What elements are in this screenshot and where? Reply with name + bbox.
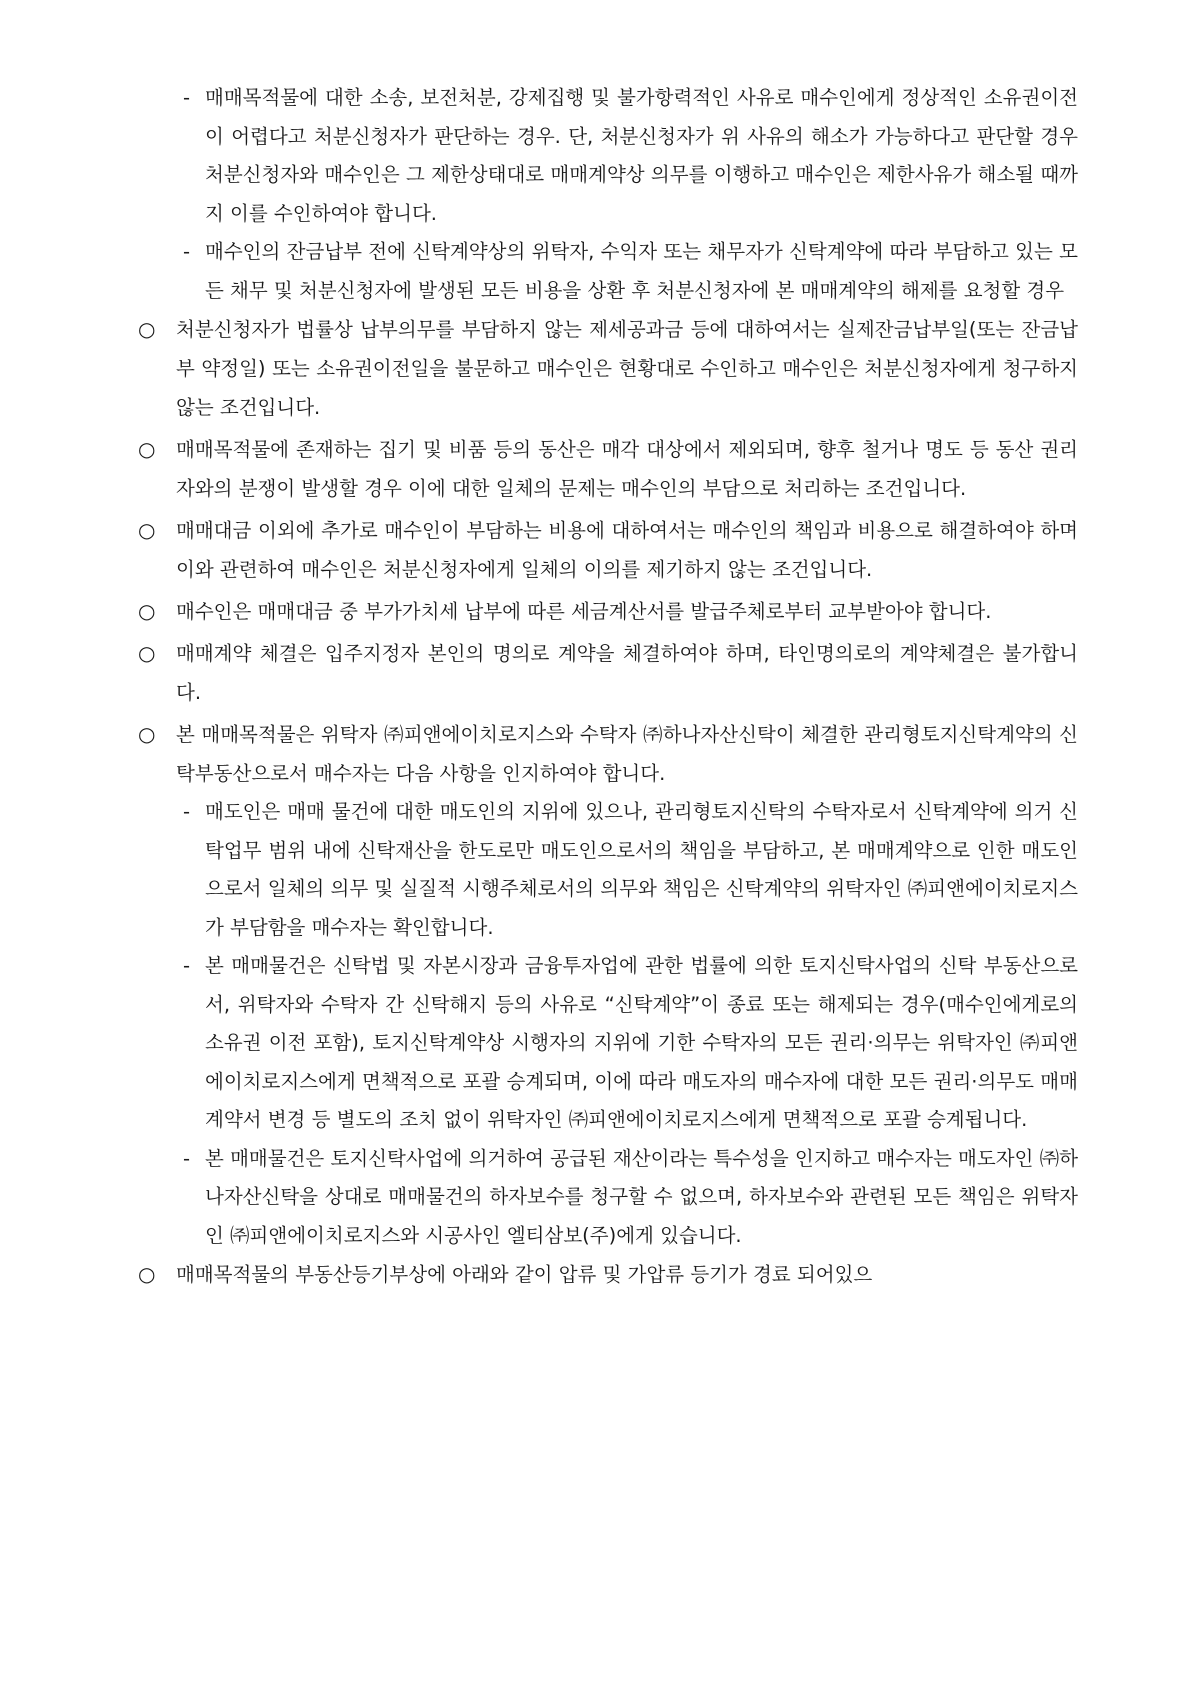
dash-marker: - (183, 1146, 191, 1170)
sub-item-text: 매수인의 잔금납부 전에 신탁계약상의 위탁자, 수익자 또는 채무자가 신탁계약에 따라 부담하고 있는 모든 채무 및 처분신청자에 발생된 모든 비용을 상환 후 처분신청자에 본 매매계약의 해제를 요청할 경우 (205, 240, 1078, 302)
bullet-item (138, 1255, 1078, 1294)
sub-item (183, 1140, 1078, 1256)
bullet-item-text: 매수인은 매매대금 중 부가가치세 납부에 따른 세금계산서를 발급주체로부터 교부받아야 합니다. (176, 600, 992, 623)
dash-marker: - (183, 86, 191, 109)
bullet-item (138, 715, 1078, 793)
circle-bullet-icon: ○ (138, 437, 156, 461)
bullet-item (138, 634, 1078, 712)
circle-bullet-icon: ○ (138, 641, 156, 665)
sub-item (183, 793, 1078, 947)
sub-item-text: 본 매매물건은 토지신탁사업에 의거하여 공급된 재산이라는 특수성을 인지하고 매수자는 매도자인 ㈜하나자산신탁을 상대로 매매물건의 하자보수를 청구할 수 없으며, 하자보수와 관련된 모든 책임은 위탁자인 ㈜피앤에이치로지스와 시공사인 엘티삼보(주)에게 있습니다. (205, 1146, 1078, 1247)
bullet-item (138, 430, 1078, 508)
sub-item (183, 947, 1078, 1140)
bullet-item-text: 본 매매목적물은 위탁자 ㈜피앤에이치로지스와 수탁자 ㈜하나자산신탁이 체결한 관리형토지신탁계약의 신탁부동산으로서 매수자는 다음 사항을 인지하여야 합니다. (176, 723, 1078, 785)
dash-marker: - (183, 954, 191, 977)
dash-marker: - (183, 240, 191, 263)
bullet-item (138, 592, 1078, 631)
circle-bullet-icon: ○ (138, 518, 156, 542)
circle-bullet-icon: ○ (138, 722, 156, 746)
sub-item (183, 79, 1078, 233)
document-body (138, 79, 1078, 1294)
sub-item-text: 본 매매물건은 신탁법 및 자본시장과 금융투자업에 관한 법률에 의한 토지신탁사업의 신탁 부동산으로서, 위탁자와 수탁자 간 신탁해지 등의 사유로 “신탁계약”이 종료 또는 해제되는 경우(매수인에게로의 소유권 이전 포함), 토지신탁계약상 시행자의 지위에 기한 수탁자의 모든 권리·의무는 위탁자인 ㈜피앤에이치로지스에게 면책적으로 포괄 승계되며, 이에 따라 매도자의 매수자에 대한 모든 권리·의무도 매매계약서 변경 등 별도의 조치 없이 위탁자인 ㈜피앤에이치로지스에게 면책적으로 포괄 승계됩니다. (205, 954, 1078, 1131)
bullet-item-text: 매매목적물에 존재하는 집기 및 비품 등의 동산은 매각 대상에서 제외되며, 향후 철거나 명도 등 동산 권리자와의 분쟁이 발생할 경우 이에 대한 일체의 문제는 매수인의 부담으로 처리하는 조건입니다. (176, 438, 1078, 500)
circle-bullet-icon: ○ (138, 317, 156, 341)
bullet-item (138, 511, 1078, 589)
bullet-item (138, 310, 1078, 427)
circle-bullet-icon: ○ (138, 1262, 156, 1286)
bullet-item-text: 매매목적물의 부동산등기부상에 아래와 같이 압류 및 가압류 등기가 경료 되어있으 (176, 1263, 873, 1286)
sub-item (183, 233, 1078, 310)
circle-bullet-icon: ○ (138, 599, 156, 623)
bullet-item-text: 매매계약 체결은 입주지정자 본인의 명의로 계약을 체결하여야 하며, 타인명의로의 계약체결은 불가합니다. (176, 642, 1078, 704)
dash-marker: - (183, 800, 191, 823)
sub-item-text: 매도인은 매매 물건에 대한 매도인의 지위에 있으나, 관리형토지신탁의 수탁자로서 신탁계약에 의거 신탁업무 범위 내에 신탁재산을 한도로만 매도인으로서의 책임을 부담하고, 본 매매계약으로 인한 매도인으로서 일체의 의무 및 실질적 시행주체로서의 의무와 책임은 신탁계약의 위탁자인 ㈜피앤에이치로지스가 부담함을 매수자는 확인합니다. (205, 800, 1078, 939)
bullet-item-text: 처분신청자가 법률상 납부의무를 부담하지 않는 제세공과금 등에 대하여서는 실제잔금납부일(또는 잔금납부 약정일) 또는 소유권이전일을 불문하고 매수인은 현황대로 수인하고 매수인은 처분신청자에게 청구하지 않는 조건입니다. (176, 318, 1078, 419)
sub-item-text: 매매목적물에 대한 소송, 보전처분, 강제집행 및 불가항력적인 사유로 매수인에게 정상적인 소유권이전이 어렵다고 처분신청자가 판단하는 경우. 단, 처분신청자가 위 사유의 해소가 가능하다고 판단할 경우 처분신청자와 매수인은 그 제한상태대로 매매계약상 의무를 이행하고 매수인은 제한사유가 해소될 때까지 이를 수인하여야 합니다. (205, 86, 1078, 225)
bullet-item-text: 매매대금 이외에 추가로 매수인이 부담하는 비용에 대하여서는 매수인의 책임과 비용으로 해결하여야 하며 이와 관련하여 매수인은 처분신청자에게 일체의 이의를 제기하지 않는 조건입니다. (176, 519, 1078, 581)
